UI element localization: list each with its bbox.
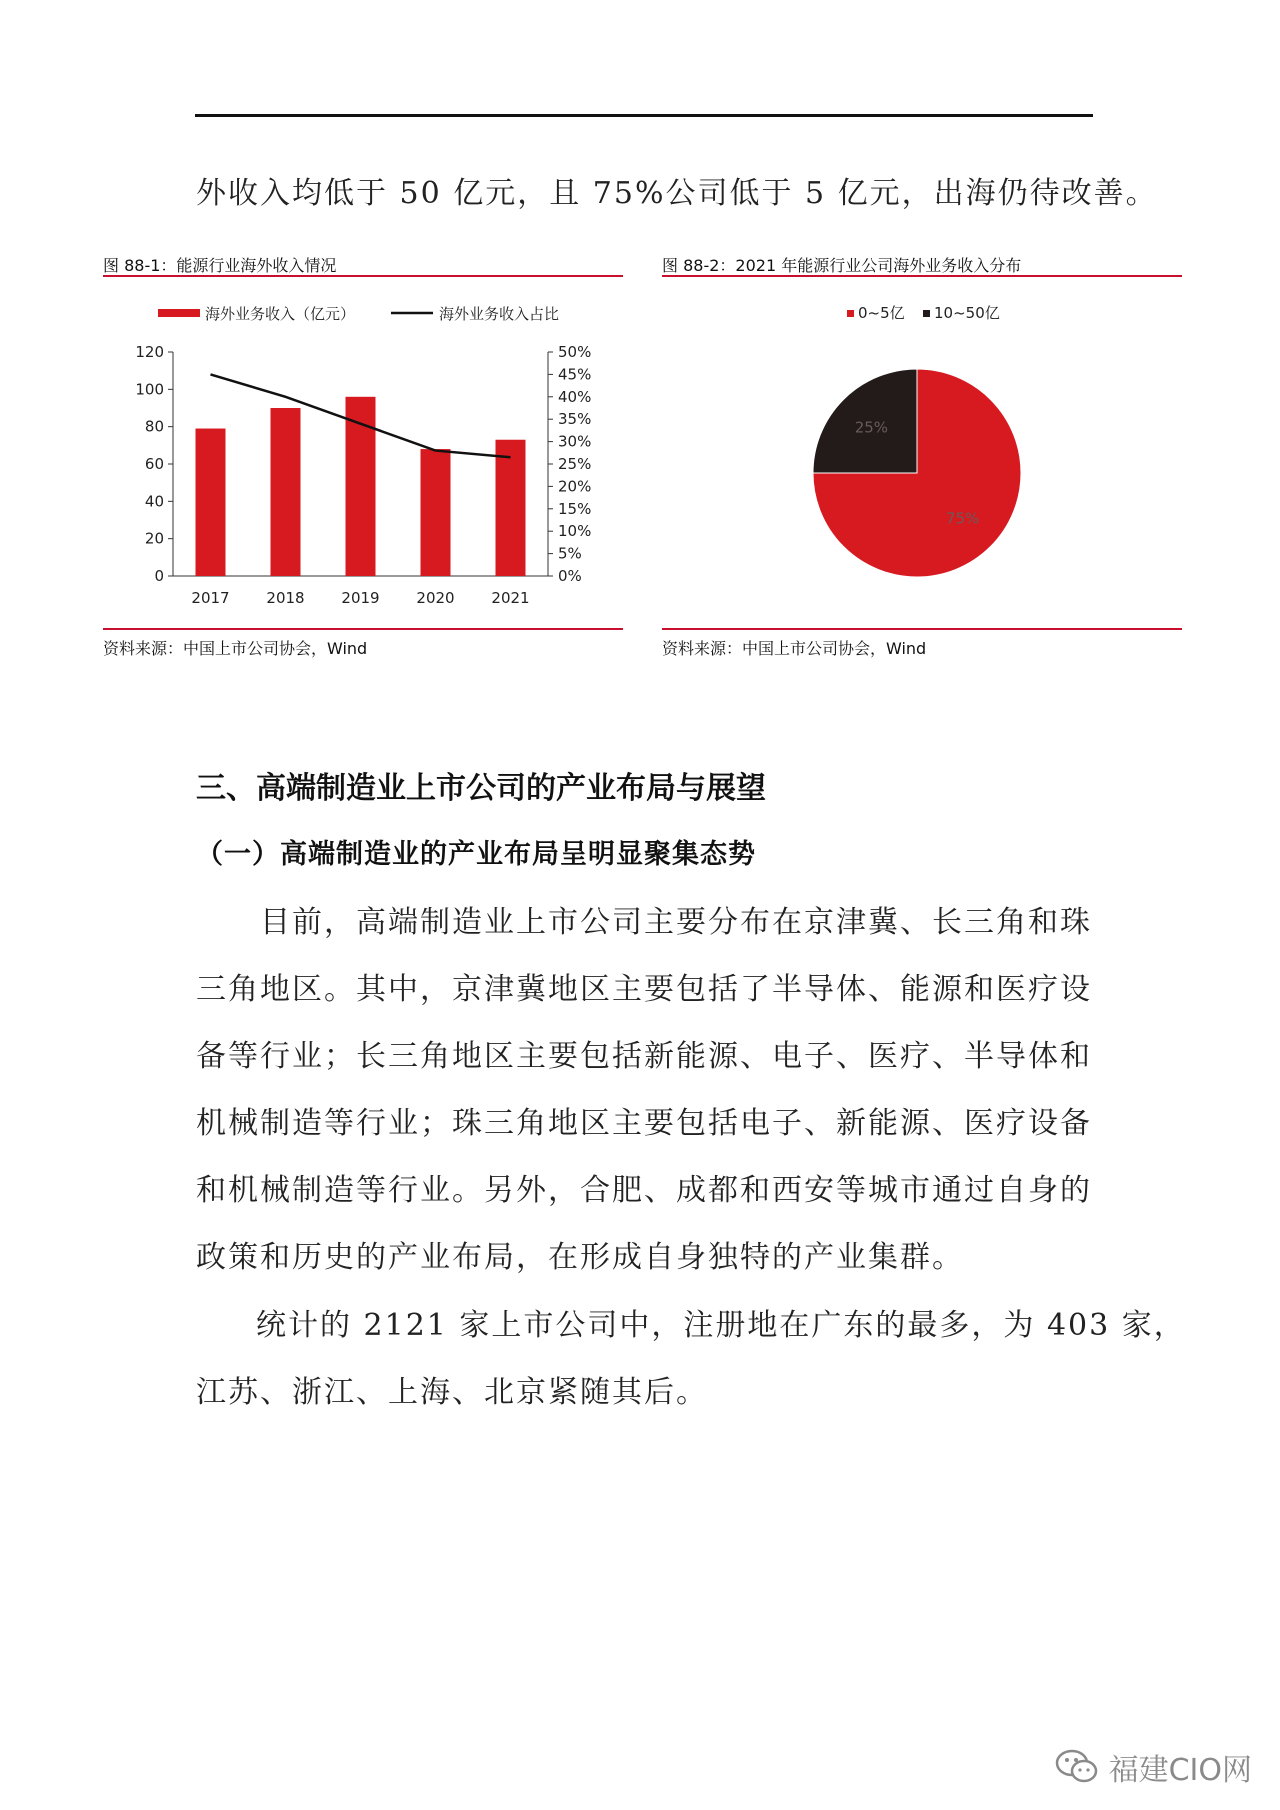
figure1-source: 资料来源：中国上市公司协会，Wind [103,639,368,658]
x-tick-label: 2021 [491,589,530,607]
legend-bar-swatch [158,309,200,317]
x-tick-label: 2020 [416,589,455,607]
y-left-tick-label: 60 [144,455,164,473]
paragraph1-line: 政策和历史的产业布局，在形成自身独特的产业集群。 [196,1240,964,1275]
x-tick-label: 2018 [266,589,305,607]
y-right-tick-label: 45% [558,365,592,384]
watermark-text: 福建CIO网 [1108,1753,1252,1788]
bar-line-chart [103,290,623,620]
figure2-source-rule [662,628,1182,630]
y-right-tick-label: 25% [558,455,592,473]
x-tick-label: 2017 [191,589,230,607]
y-right-tick-label: 30% [558,432,592,451]
y-right-tick-label: 15% [558,499,592,518]
figure1-source-rule [103,628,623,630]
wechat-icon [1053,1747,1101,1787]
intro-text: 外收入均低于 50 亿元，且 75%公司低于 5 亿元，出海仍待改善。 [196,176,1158,211]
x-tick-label: 2019 [341,589,380,607]
y-right-tick-label: 5% [558,544,582,563]
pie-chart [662,290,1182,620]
legend-swatch [923,310,930,317]
figure1-title: 图 88-1：能源行业海外收入情况 [103,256,337,275]
figure1-title-rule [103,275,623,277]
y-right-tick-label: 0% [558,567,582,585]
legend-label: 10~50亿 [934,304,1000,322]
figure2-title-rule [662,275,1182,277]
bar-2018 [271,408,301,576]
paragraph1-line: 目前，高端制造业上市公司主要分布在京津冀、长三角和珠 [260,905,1092,940]
legend-label: 0~5亿 [858,304,905,322]
watermark [1053,1745,1252,1789]
y-right-tick-label: 10% [558,522,592,541]
legend-swatch [847,310,854,317]
paragraph2-line: 江苏、浙江、上海、北京紧随其后。 [196,1375,708,1410]
y-left-tick-label: 100 [135,380,164,399]
y-left-tick-label: 0 [154,567,164,585]
pie-data-label: 25% [854,418,889,437]
y-left-tick-label: 120 [135,343,164,361]
y-right-tick-label: 20% [558,477,592,496]
figure2-source: 资料来源：中国上市公司协会，Wind [662,639,927,658]
y-right-tick-label: 35% [558,410,592,429]
legend-line-label: 海外业务收入占比 [439,305,560,323]
y-left-tick-label: 20 [144,529,164,548]
y-right-tick-label: 40% [558,387,592,406]
bar-2017 [196,429,226,576]
figure2-title: 图 88-2：2021 年能源行业公司海外业务收入分布 [662,256,1022,275]
legend-bar-label: 海外业务收入（亿元） [205,305,356,323]
section-title: 三、高端制造业上市公司的产业布局与展望 [196,771,766,806]
bar-2021 [496,440,526,576]
section-subtitle: （一）高端制造业的产业布局呈明显聚集态势 [196,839,756,870]
paragraph1-line: 机械制造等行业；珠三角地区主要包括电子、新能源、医疗设备 [196,1106,1092,1141]
bar-2020 [421,449,451,576]
paragraph1-line: 和机械制造等行业。另外，合肥、成都和西安等城市通过自身的 [196,1173,1092,1208]
y-left-tick-label: 80 [144,417,164,436]
paragraph2-line: 统计的 2121 家上市公司中，注册地在广东的最多，为 403 家， [256,1308,1186,1343]
y-right-tick-label: 50% [558,343,592,361]
pie-data-label: 75% [945,509,980,528]
paragraph1-line: 备等行业；长三角地区主要包括新能源、电子、医疗、半导体和 [196,1039,1092,1074]
y-left-tick-label: 40 [144,492,164,511]
header-rule [195,114,1093,117]
paragraph1-line: 三角地区。其中，京津冀地区主要包括了半导体、能源和医疗设 [196,972,1092,1007]
